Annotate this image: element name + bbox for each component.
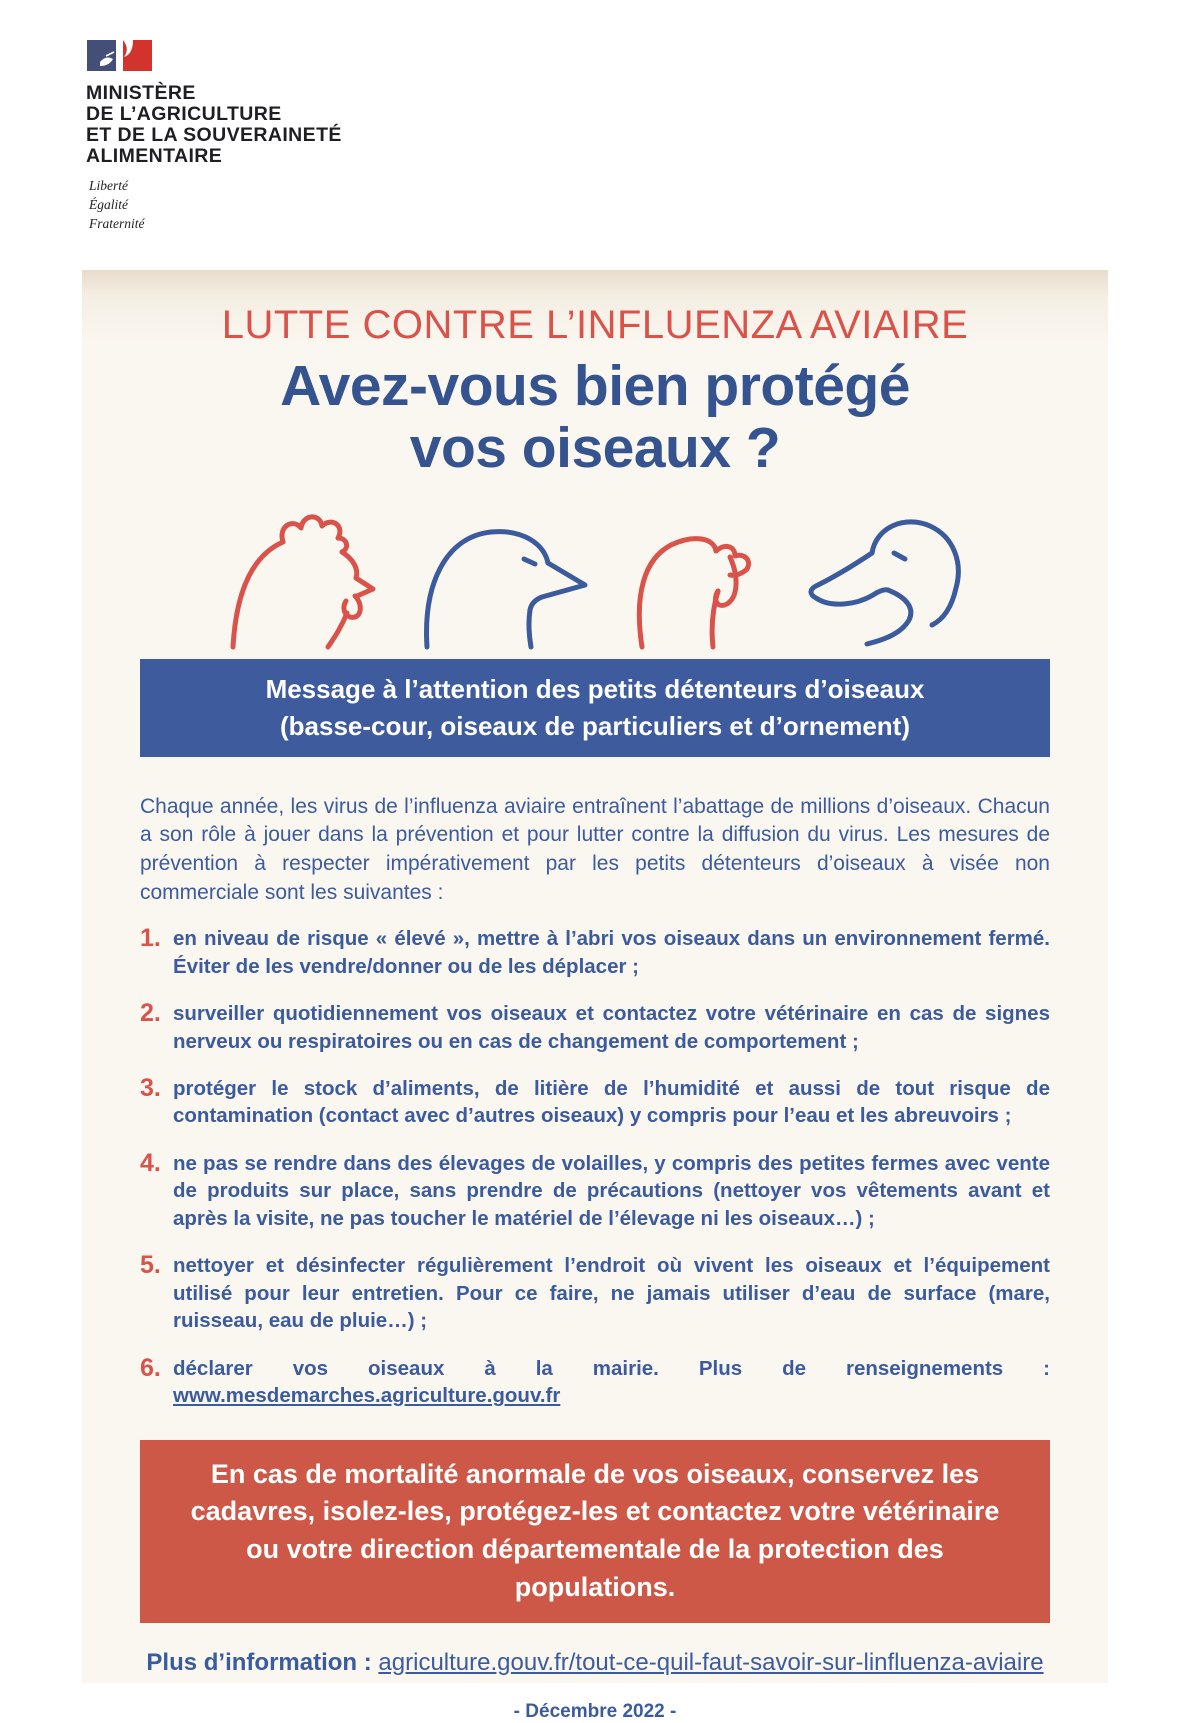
- main-title-line1: Avez-vous bien protégé: [280, 354, 910, 418]
- item-text: ne pas se rendre dans des élevages de volailles, y compris des petites fermes avec vente de produits sur place, sans prendre de précautions (nettoyer vos vêtements avant et après la visite, ne pas toucher le matériel de l’élevage ni les oiseaux…) ;: [173, 1151, 1050, 1230]
- measures-list: [140, 925, 1050, 1410]
- more-info-label: Plus d’information :: [146, 1648, 379, 1676]
- more-info-link[interactable]: agriculture.gouv.fr/tout-ce-quil-faut-savoir-sur-linfluenza-aviaire: [378, 1648, 1044, 1676]
- alert-banner: En cas de mortalité anormale de vos oiseaux, conservez les cadavres, isolez-les, protégez-les et contactez votre vétérinaire ou votre direction départementale de la protection des populations.: [140, 1440, 1050, 1623]
- list-item: [140, 1000, 1050, 1055]
- ministry-line: ALIMENTAIRE: [86, 144, 223, 167]
- bird-illustrations: [140, 489, 1050, 647]
- kicker-title: LUTTE CONTRE L’INFLUENZA AVIAIRE: [221, 303, 969, 347]
- audience-banner: [140, 659, 1050, 757]
- main-title: [140, 356, 1050, 479]
- duck-icon: [782, 489, 967, 647]
- ministry-motto: [86, 177, 342, 234]
- motto-line: Liberté: [89, 178, 128, 194]
- motto-line: Égalité: [89, 197, 128, 213]
- item-number: 5.: [140, 1251, 161, 1280]
- list-item: [140, 1150, 1050, 1232]
- item-text: surveiller quotidiennement vos oiseaux et contactez votre vétérinaire en cas de signes nerveux ou respiratoires ou en cas de changement de comportement ;: [173, 1002, 1050, 1053]
- more-info: [140, 1649, 1050, 1677]
- ministry-name: [86, 83, 342, 166]
- ministry-line: DE L’AGRICULTURE: [86, 102, 282, 125]
- item-number: 4.: [140, 1148, 161, 1177]
- ministry-line: MINISTÈRE: [86, 82, 196, 104]
- intro-paragraph: Chaque année, les virus de l’influenza aviaire entraînent l’abattage de millions d’oiseaux. Chacun a son rôle à jouer dans la prévention et pour lutter contre la diffusion du virus. Les mesures de prévention à respecter impérativement par les petits détenteurs d’oiseaux à visée non commerciale sont les suivantes :: [140, 794, 1050, 904]
- goose-icon: [401, 497, 586, 647]
- list-item: [140, 1252, 1050, 1334]
- audience-banner-line2: (basse-cour, oiseaux de particuliers et d’ornement): [280, 711, 910, 741]
- ministry-header: [86, 38, 342, 234]
- marianne-flag-logo: [86, 38, 154, 74]
- item-text: protéger le stock d’aliments, de litière de l’humidité et aussi de tout risque de contamination (contact avec d’autres oiseaux) y compris pour l’eau et les abreuvoirs ;: [173, 1076, 1050, 1128]
- audience-banner-line1: Message à l’attention des petits détenteurs d’oiseaux: [265, 674, 925, 705]
- date-line: - Décembre 2022 -: [513, 1700, 677, 1722]
- item-text: [173, 1355, 1050, 1410]
- item-number: 3.: [140, 1073, 161, 1102]
- item-text: en niveau de risque « élevé », mettre à l’abri vos oiseaux dans un environnement fermé. Éviter de les vendre/donner ou de les déplacer ;: [173, 927, 1050, 978]
- mesdemarches-link[interactable]: www.mesdemarches.agriculture.gouv.fr: [173, 1384, 561, 1408]
- poster-card: [82, 270, 1108, 1722]
- ministry-line: ET DE LA SOUVERAINETÉ: [86, 123, 342, 146]
- item-text: nettoyer et désinfecter régulièrement l’endroit où vivent les oiseaux et l’équipement utilisé pour leur entretien. Pour ce faire, ne jamais utiliser d’eau de surface (mare, ruisseau, eau de pluie…) ;: [173, 1254, 1050, 1333]
- list-item: [140, 1075, 1050, 1130]
- chicken-icon: [223, 492, 373, 647]
- list-item: [140, 1355, 1050, 1410]
- item-text-prefix: déclarer vos oiseaux à la mairie. Plus de renseignements :: [173, 1356, 1050, 1380]
- list-item: [140, 925, 1050, 980]
- motto-line: Fraternité: [89, 216, 145, 232]
- main-title-line2: vos oiseaux ?: [409, 415, 781, 480]
- turkey-icon: [614, 497, 754, 647]
- item-number: 6.: [140, 1353, 161, 1382]
- item-number: 2.: [140, 999, 161, 1028]
- item-number: 1.: [140, 924, 161, 953]
